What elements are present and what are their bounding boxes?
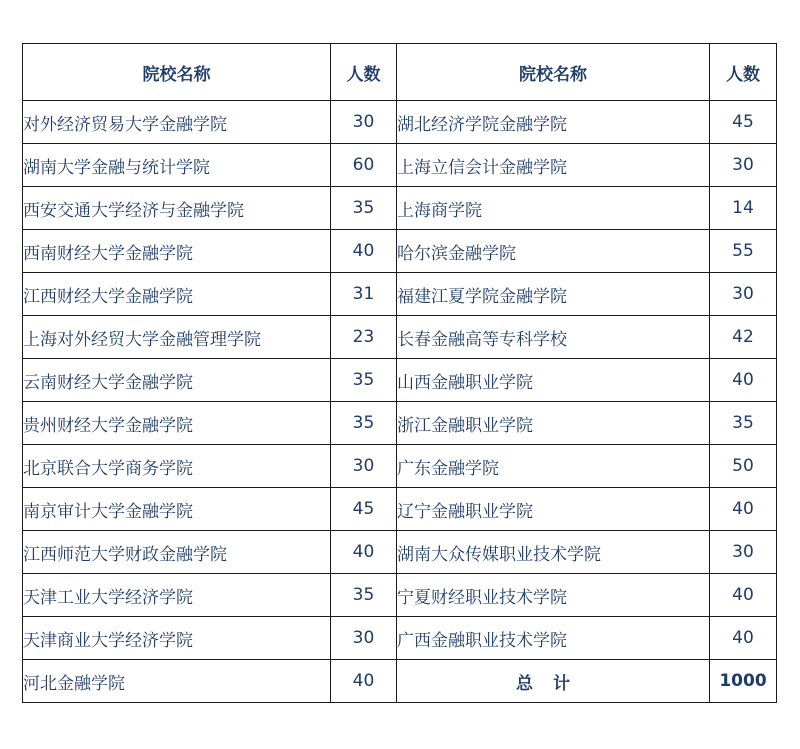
school-name-cell: 广西金融职业技术学院: [397, 617, 710, 660]
total-value: 1000: [710, 660, 777, 703]
count-cell: 60: [331, 144, 397, 187]
count-cell: 45: [331, 488, 397, 531]
header-count-right: 人数: [710, 44, 777, 101]
count-cell: 35: [331, 359, 397, 402]
table-row: [23, 359, 777, 402]
count-cell: 23: [331, 316, 397, 359]
school-name-cell: 上海立信会计金融学院: [397, 144, 710, 187]
count-cell: 30: [331, 101, 397, 144]
header-row: [23, 44, 777, 101]
count-cell: 45: [710, 101, 777, 144]
school-name-cell: 湖南大众传媒职业技术学院: [397, 531, 710, 574]
count-cell: 40: [710, 488, 777, 531]
school-name-cell: 福建江夏学院金融学院: [397, 273, 710, 316]
table-row: [23, 531, 777, 574]
count-cell: 30: [331, 617, 397, 660]
count-cell: 40: [710, 617, 777, 660]
enrollment-table: [22, 43, 777, 703]
school-name-cell: 河北金融学院: [23, 660, 331, 703]
school-name-cell: 北京联合大学商务学院: [23, 445, 331, 488]
table-row: [23, 187, 777, 230]
school-name-cell: 上海商学院: [397, 187, 710, 230]
school-name-cell: 哈尔滨金融学院: [397, 230, 710, 273]
table-row: [23, 316, 777, 359]
school-name-cell: 天津商业大学经济学院: [23, 617, 331, 660]
table-row: [23, 144, 777, 187]
count-cell: 30: [710, 531, 777, 574]
count-cell: 50: [710, 445, 777, 488]
count-cell: 30: [710, 144, 777, 187]
count-cell: 35: [331, 402, 397, 445]
table-header: [23, 44, 777, 101]
count-cell: 35: [331, 574, 397, 617]
header-count-left: 人数: [331, 44, 397, 101]
total-row: [23, 660, 777, 703]
count-cell: 40: [331, 660, 397, 703]
count-cell: 40: [331, 531, 397, 574]
count-cell: 14: [710, 187, 777, 230]
school-name-cell: 宁夏财经职业技术学院: [397, 574, 710, 617]
school-name-cell: 对外经济贸易大学金融学院: [23, 101, 331, 144]
school-name-cell: 西南财经大学金融学院: [23, 230, 331, 273]
count-cell: 40: [710, 574, 777, 617]
school-name-cell: 广东金融学院: [397, 445, 710, 488]
school-name-cell: 江西财经大学金融学院: [23, 273, 331, 316]
count-cell: 55: [710, 230, 777, 273]
table-row: [23, 101, 777, 144]
school-name-cell: 江西师范大学财政金融学院: [23, 531, 331, 574]
school-name-cell: 贵州财经大学金融学院: [23, 402, 331, 445]
table-row: [23, 273, 777, 316]
header-school-name-left: 院校名称: [23, 44, 331, 101]
count-cell: 31: [331, 273, 397, 316]
school-name-cell: 上海对外经贸大学金融管理学院: [23, 316, 331, 359]
school-name-cell: 云南财经大学金融学院: [23, 359, 331, 402]
count-cell: 35: [331, 187, 397, 230]
table-row: [23, 230, 777, 273]
count-cell: 30: [710, 273, 777, 316]
table-row: [23, 574, 777, 617]
school-name-cell: 辽宁金融职业学院: [397, 488, 710, 531]
table-row: [23, 402, 777, 445]
table-row: [23, 488, 777, 531]
school-name-cell: 西安交通大学经济与金融学院: [23, 187, 331, 230]
count-cell: 30: [331, 445, 397, 488]
count-cell: 35: [710, 402, 777, 445]
count-cell: 42: [710, 316, 777, 359]
school-name-cell: 天津工业大学经济学院: [23, 574, 331, 617]
school-name-cell: 南京审计大学金融学院: [23, 488, 331, 531]
school-name-cell: 山西金融职业学院: [397, 359, 710, 402]
school-name-cell: 长春金融高等专科学校: [397, 316, 710, 359]
table-row: [23, 617, 777, 660]
table-body: [23, 101, 777, 703]
table-row: [23, 445, 777, 488]
count-cell: 40: [710, 359, 777, 402]
school-name-cell: 湖北经济学院金融学院: [397, 101, 710, 144]
school-name-cell: 湖南大学金融与统计学院: [23, 144, 331, 187]
count-cell: 40: [331, 230, 397, 273]
header-school-name-right: 院校名称: [397, 44, 710, 101]
school-name-cell: 浙江金融职业学院: [397, 402, 710, 445]
total-label: 总计: [397, 660, 710, 703]
